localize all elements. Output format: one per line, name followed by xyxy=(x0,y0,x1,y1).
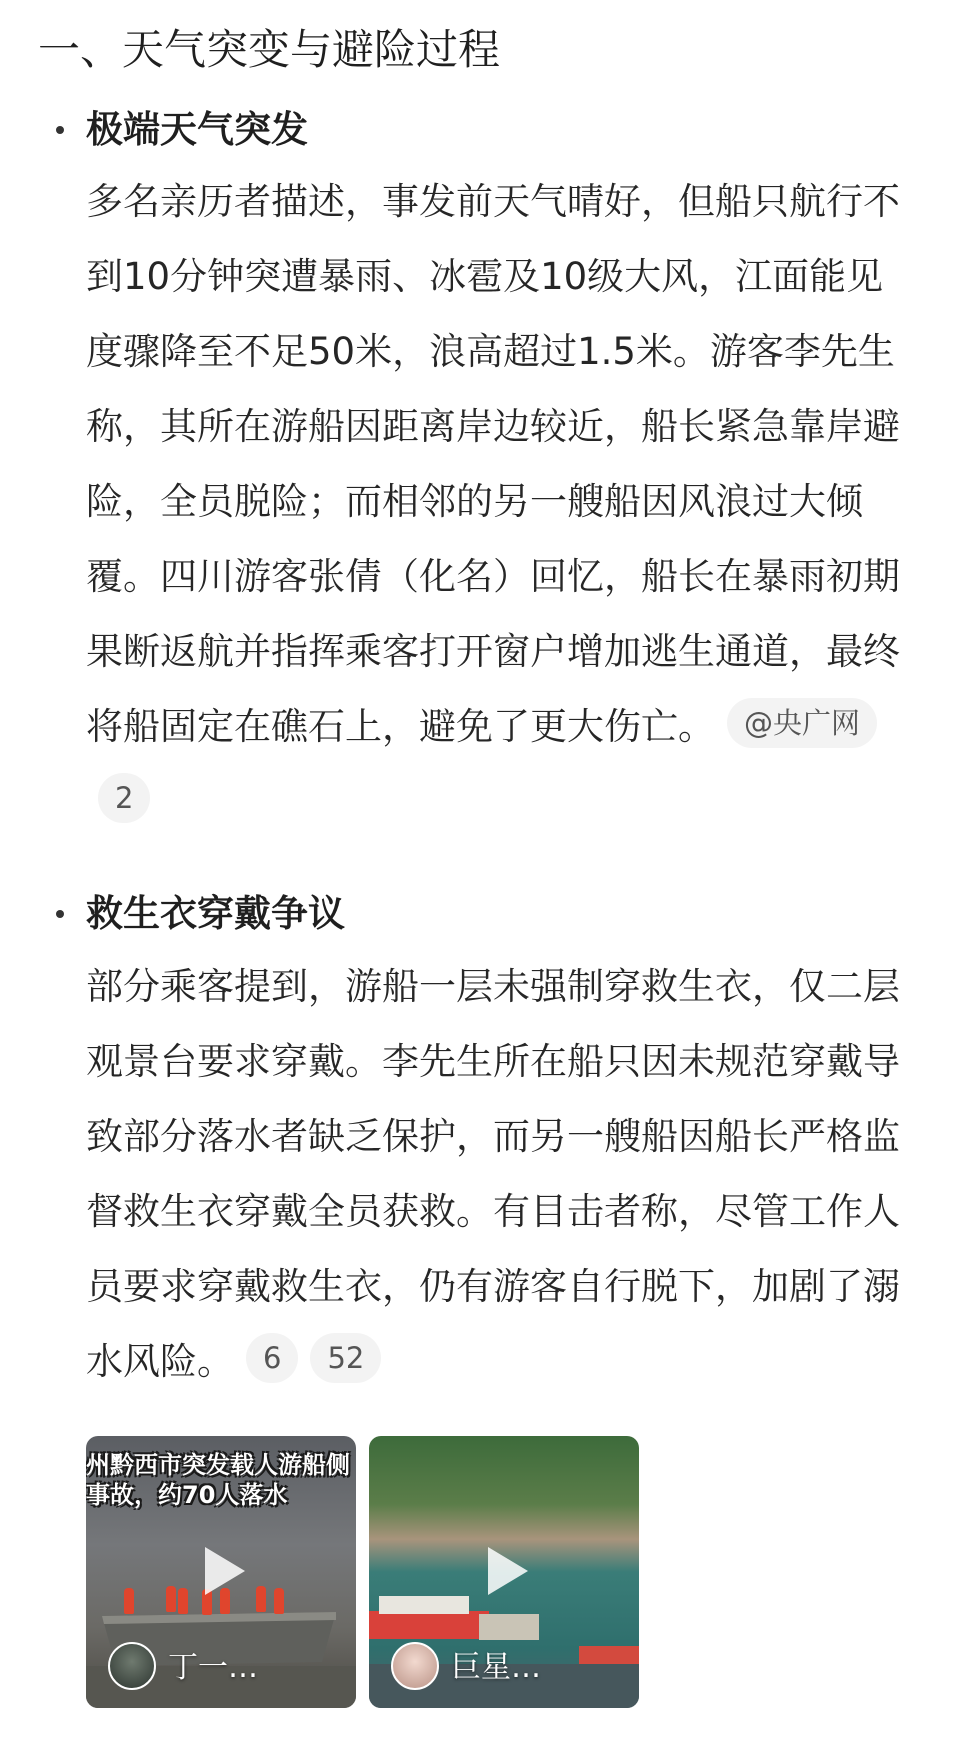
bullet-dot xyxy=(56,910,64,918)
caption-line: 事故，约70人落水 xyxy=(86,1481,288,1509)
rescuer-figure xyxy=(178,1588,188,1614)
reference-chip[interactable]: 52 xyxy=(310,1333,381,1383)
section-title: 极端天气突发 xyxy=(86,108,308,151)
caption-line: 州黔西市突发载人游船侧 xyxy=(86,1451,350,1479)
avatar xyxy=(391,1642,439,1690)
avatar xyxy=(108,1642,156,1690)
play-icon[interactable] xyxy=(474,1541,534,1601)
section-body xyxy=(86,164,916,839)
section-heading: 一、天气突变与避险过程 xyxy=(38,25,501,74)
section-body xyxy=(86,949,916,1399)
video-card[interactable] xyxy=(369,1436,639,1708)
section-body-text: 部分乘客提到，游船一层未强制穿救生衣，仅二层观景台要求穿戴。李先生所在船只因未规范穿戴导致部分落水者缺乏保护，而另一艘船因船长严格监督救生衣穿戴全员获救。有目击者称，尽管工作人员要求穿戴救生衣，仍有游客自行脱下，加剧了溺水风险。 xyxy=(86,965,900,1383)
rescuer-figure xyxy=(274,1588,284,1614)
video-author: 巨星… xyxy=(451,1650,541,1685)
bullet-dot xyxy=(56,126,64,134)
reference-chip[interactable]: 2 xyxy=(98,773,150,823)
play-icon[interactable] xyxy=(191,1541,251,1601)
rescuer-figure xyxy=(166,1586,176,1612)
reference-chip[interactable]: 6 xyxy=(246,1333,298,1383)
video-card[interactable] xyxy=(86,1436,356,1708)
section-body-text: 多名亲历者描述，事发前天气晴好，但船只航行不到10分钟突遭暴雨、冰雹及10级大风，江面能见度骤降至不足50米，浪高超过1.5米。游客李先生称，其所在游船因距离岸边较近，船长紧急靠岸避险，全员脱险；而相邻的另一艘船因风浪过大倾覆。四川游客张倩（化名）回忆，船长在暴雨初期果断返航并指挥乘客打开窗户增加逃生通道，最终将船固定在礁石上，避免了更大伤亡。 xyxy=(86,180,900,748)
rescuer-figure xyxy=(124,1588,134,1614)
rescuer-figure xyxy=(256,1586,266,1612)
source-chip[interactable]: @央广网 xyxy=(727,698,877,748)
section-title: 救生衣穿戴争议 xyxy=(86,892,345,935)
video-author: 丁一… xyxy=(168,1650,258,1685)
video-overlay-caption xyxy=(86,1450,356,1510)
video-list xyxy=(86,1436,886,1708)
